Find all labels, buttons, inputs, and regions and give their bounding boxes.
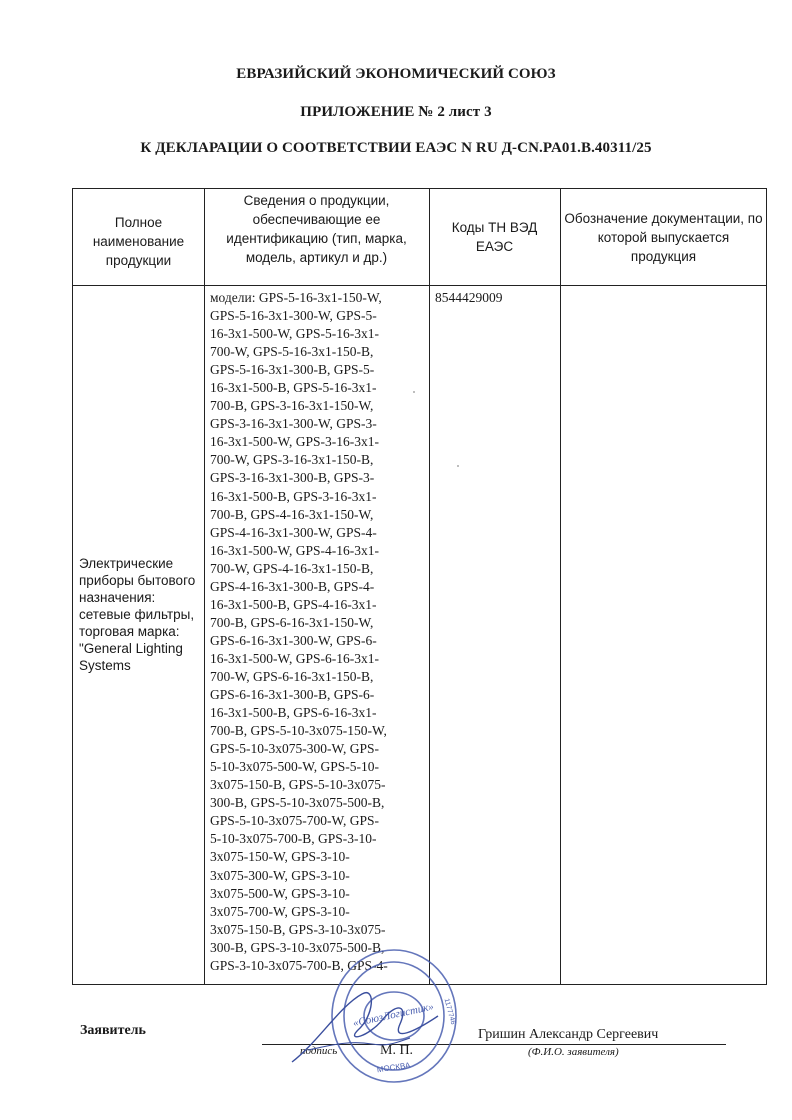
appendix-title: ПРИЛОЖЕНИЕ № 2 лист 3: [300, 104, 492, 120]
document-union-title: ЕВРАЗИЙСКИЙ ЭКОНОМИЧЕСКИЙ СОЮЗ: [236, 66, 556, 82]
seal-number: 1177746: [442, 997, 457, 1026]
column-header-product-info: Сведения о продукции, обеспечивающие ее идентификацию (тип, марка, модель, артикул и др.): [226, 193, 407, 265]
declaration-title: К ДЕКЛАРАЦИИ О СООТВЕТСТВИИ ЕАЭС N RU Д-CN.PA01.B.40311/25: [140, 140, 652, 156]
table-divider: [560, 189, 561, 984]
seal-company: «СоюзЛогистик»: [351, 1000, 435, 1030]
fio-caption: (Ф.И.О. заявителя): [528, 1046, 619, 1058]
column-header-product-name: Полное наименование продукции: [92, 214, 185, 268]
column-header-documentation: Обозначение документации, по которой выпускается продукция: [564, 210, 763, 264]
applicant-label: Заявитель: [80, 1023, 146, 1038]
column-header-hs-codes: Коды ТН ВЭД ЕАЭС: [451, 220, 538, 254]
signature-caption: подпись: [300, 1045, 338, 1057]
company-seal: [288, 946, 460, 1088]
scan-speck: [413, 391, 415, 393]
header-divider: [73, 285, 766, 286]
scan-speck: [457, 465, 459, 467]
applicant-signature: [292, 993, 438, 1062]
table-divider: [204, 189, 205, 984]
product-info-cell: модели: GPS-5-16-3x1-150-W, GPS-5-16-3x1-300-W, GPS-5- 16-3x1-500-W, GPS-5-16-3x1- 700-W, GPS-5-16-3x1-150-B, GPS-5-16-3x1-300-B, GPS-5- 16-3x1-500-B, GPS-5-16-3x1- 700-B, GPS-3-16-3x1-150-W, GPS-3-16-3x1-300-W, GPS-3- 16-3x1-500-W, GPS-3-16-3x1- 700-W, GPS-3-16-3x1-150-B, GPS-3-16-3x1-300-B, GPS-3- 16-3x1-500-B, GPS-3-16-3x1- 700-B, GPS-4-16-3x1-150-W, GPS-4-16-3x1-300-W, GPS-4- 16-3x1-500-W, GPS-4-16-3x1- 700-W, GPS-4-16-3x1-150-B, GPS-4-16-3x1-300-B, GPS-4- 16-3x1-500-B, GPS-4-16-3x1- 700-B, GPS-6-16-3x1-150-W, GPS-6-16-3x1-300-W, GPS-6- 16-3x1-500-W, GPS-6-16-3x1- 700-W, GPS-6-16-3x1-150-B, GPS-6-16-3x1-300-B, GPS-6- 16-3x1-500-B, GPS-6-16-3x1- 700-B, GPS-5-10-3x075-150-W, GPS-5-10-3x075-300-W, GPS- 5-10-3x075-500-W, GPS-5-10- 3x075-150-B, GPS-5-10-3x075- 300-B, GPS-5-10-3x075-500-B, GPS-5-10-3x075-700-W, GPS- 5-10-3x075-700-B, GPS-3-10- 3x075-150-W, GPS-3-10- 3x075-300-W, GPS-3-10- 3x075-500-W, GPS-3-10- 3x075-700-W, GPS-3-10- 3x075-150-B, GPS-3-10-3x075- 300-B, GPS-3-10-3x075-500-B, GPS-3-10-3x075-700-B, GPS-4-: [210, 290, 388, 973]
applicant-name: Гришин Александр Сергеевич: [478, 1027, 659, 1042]
table-divider: [429, 189, 430, 984]
products-table: [72, 188, 767, 985]
product-name-cell: Электрические приборы бытового назначения: сетевые фильтры, торговая марка: "General Lighting Systems: [79, 556, 196, 673]
seal-city: МОСКВА: [376, 1060, 411, 1075]
hs-code-cell: 8544429009: [435, 290, 503, 305]
stamp-caption: М. П.: [380, 1043, 414, 1058]
